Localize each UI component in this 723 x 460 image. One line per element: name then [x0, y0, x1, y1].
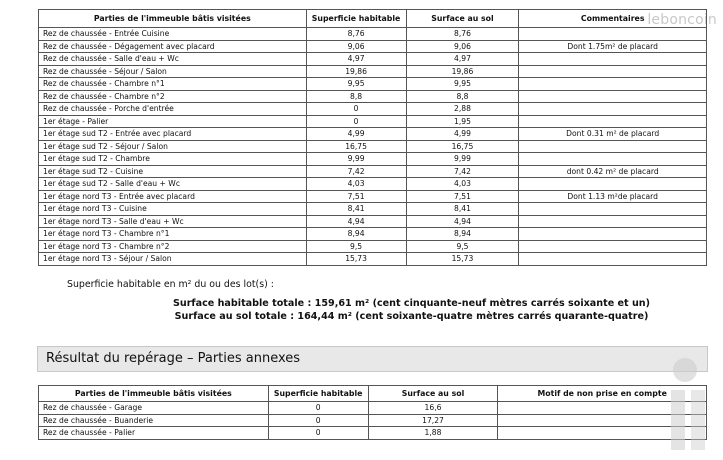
table-row	[39, 140, 707, 153]
cell-commentaire	[519, 28, 707, 41]
cell-partie: 1er étage sud T2 - Cuisine	[39, 165, 307, 178]
cell-partie: Rez de chaussée - Buanderie	[39, 414, 269, 427]
table-row	[39, 40, 707, 53]
cell-commentaire	[519, 253, 707, 266]
cell-commentaire	[519, 178, 707, 191]
col-header-parties: Parties de l'immeuble bâtis visitées	[39, 386, 269, 402]
cell-superficie: 4,97	[306, 53, 406, 66]
table-row	[39, 215, 707, 228]
cell-superficie: 4,03	[306, 178, 406, 191]
table-row	[39, 414, 707, 427]
cell-commentaire	[519, 203, 707, 216]
main-surface-table	[38, 9, 707, 266]
cell-commentaire	[519, 53, 707, 66]
cell-surface-sol: 4,94	[406, 215, 519, 228]
table-row	[39, 90, 707, 103]
col-header-superficie: Superficie habitable	[268, 386, 368, 402]
cell-partie: Rez de chaussée - Dégagement avec placard	[39, 40, 307, 53]
cell-surface-sol: 8,94	[406, 228, 519, 241]
watermark-logo-icon	[651, 350, 715, 460]
cell-commentaire	[519, 228, 707, 241]
cell-commentaire	[519, 103, 707, 116]
cell-partie: 1er étage sud T2 - Salle d'eau + Wc	[39, 178, 307, 191]
cell-superficie: 9,99	[306, 153, 406, 166]
cell-superficie: 8,94	[306, 228, 406, 241]
cell-surface-sol: 9,06	[406, 40, 519, 53]
cell-partie: Rez de chaussée - Séjour / Salon	[39, 65, 307, 78]
cell-superficie: 16,75	[306, 140, 406, 153]
annex-surface-table	[38, 385, 707, 440]
table-header-row	[39, 386, 707, 402]
cell-commentaire	[519, 65, 707, 78]
cell-partie: 1er étage - Palier	[39, 115, 307, 128]
table-row	[39, 53, 707, 66]
cell-superficie: 0	[306, 103, 406, 116]
table-row	[39, 203, 707, 216]
cell-surface-sol: 1,95	[406, 115, 519, 128]
cell-partie: 1er étage nord T3 - Salle d'eau + Wc	[39, 215, 307, 228]
cell-partie: Rez de chaussée - Salle d'eau + Wc	[39, 53, 307, 66]
col-header-parties: Parties de l'immeuble bâtis visitées	[39, 10, 307, 28]
cell-surface-sol: 2,88	[406, 103, 519, 116]
cell-surface-sol: 9,5	[406, 240, 519, 253]
table-row	[39, 78, 707, 91]
cell-superficie: 7,51	[306, 190, 406, 203]
col-header-superficie: Superficie habitable	[306, 10, 406, 28]
table-row	[39, 402, 707, 415]
cell-commentaire: dont 0.42 m² de placard	[519, 165, 707, 178]
cell-commentaire	[519, 153, 707, 166]
cell-superficie: 15,73	[306, 253, 406, 266]
cell-surface-sol: 1,88	[368, 427, 498, 440]
cell-superficie: 19,86	[306, 65, 406, 78]
cell-partie: 1er étage sud T2 - Chambre	[39, 153, 307, 166]
total-habitable: Surface habitable totale : 159,61 m² (cent cinquante-neuf mètres carrés soixante et un)	[172, 298, 651, 309]
col-header-motif: Motif de non prise en compte	[498, 386, 707, 402]
cell-superficie: 8,8	[306, 90, 406, 103]
watermark-text: leboncoin	[647, 12, 717, 28]
cell-superficie: 9,06	[306, 40, 406, 53]
cell-partie: 1er étage nord T3 - Séjour / Salon	[39, 253, 307, 266]
cell-superficie: 0	[268, 402, 368, 415]
cell-commentaire	[519, 140, 707, 153]
cell-superficie: 7,42	[306, 165, 406, 178]
cell-surface-sol: 8,8	[406, 90, 519, 103]
cell-commentaire	[519, 115, 707, 128]
table-row	[39, 128, 707, 141]
cell-superficie: 8,41	[306, 203, 406, 216]
cell-commentaire	[519, 240, 707, 253]
cell-surface-sol: 19,86	[406, 65, 519, 78]
cell-surface-sol: 4,03	[406, 178, 519, 191]
table-row	[39, 28, 707, 41]
cell-surface-sol: 9,95	[406, 78, 519, 91]
cell-surface-sol: 16,6	[368, 402, 498, 415]
cell-superficie: 0	[268, 427, 368, 440]
cell-superficie: 4,99	[306, 128, 406, 141]
section-title: Résultat du repérage – Parties annexes	[37, 346, 708, 372]
table-row	[39, 165, 707, 178]
table-row	[39, 253, 707, 266]
cell-partie: 1er étage sud T2 - Séjour / Salon	[39, 140, 307, 153]
cell-partie: Rez de chaussée - Chambre n°2	[39, 90, 307, 103]
total-sol: Surface au sol totale : 164,44 m² (cent soixante-quatre mètres carrés quarante-quatre)	[174, 311, 649, 322]
table-row	[39, 153, 707, 166]
cell-partie: Rez de chaussée - Entrée Cuisine	[39, 28, 307, 41]
cell-partie: 1er étage nord T3 - Entrée avec placard	[39, 190, 307, 203]
cell-superficie: 9,5	[306, 240, 406, 253]
cell-commentaire: Dont 1.13 m²de placard	[519, 190, 707, 203]
cell-commentaire: Dont 0.31 m² de placard	[519, 128, 707, 141]
cell-commentaire	[519, 78, 707, 91]
summary-label: Superficie habitable en m² du ou des lot(s) :	[67, 279, 274, 290]
table-row	[39, 427, 707, 440]
cell-surface-sol: 8,76	[406, 28, 519, 41]
col-header-surface-sol: Surface au sol	[406, 10, 519, 28]
cell-surface-sol: 8,41	[406, 203, 519, 216]
col-header-surface-sol: Surface au sol	[368, 386, 498, 402]
cell-partie: 1er étage nord T3 - Chambre n°1	[39, 228, 307, 241]
table-row	[39, 115, 707, 128]
cell-superficie: 9,95	[306, 78, 406, 91]
cell-partie: 1er étage sud T2 - Entrée avec placard	[39, 128, 307, 141]
col-header-commentaires: Commentaires	[519, 10, 707, 28]
table-row	[39, 178, 707, 191]
cell-surface-sol: 7,51	[406, 190, 519, 203]
table-row	[39, 103, 707, 116]
cell-surface-sol: 9,99	[406, 153, 519, 166]
cell-partie: Rez de chaussée - Garage	[39, 402, 269, 415]
cell-superficie: 0	[268, 414, 368, 427]
table-row	[39, 65, 707, 78]
cell-superficie: 8,76	[306, 28, 406, 41]
cell-surface-sol: 4,97	[406, 53, 519, 66]
cell-partie: 1er étage nord T3 - Cuisine	[39, 203, 307, 216]
cell-superficie: 4,94	[306, 215, 406, 228]
cell-partie: 1er étage nord T3 - Chambre n°2	[39, 240, 307, 253]
cell-partie: Rez de chaussée - Palier	[39, 427, 269, 440]
table-row	[39, 190, 707, 203]
cell-partie: Rez de chaussée - Chambre n°1	[39, 78, 307, 91]
cell-surface-sol: 17,27	[368, 414, 498, 427]
cell-superficie: 0	[306, 115, 406, 128]
cell-surface-sol: 16,75	[406, 140, 519, 153]
cell-surface-sol: 7,42	[406, 165, 519, 178]
cell-commentaire	[519, 90, 707, 103]
cell-commentaire	[519, 215, 707, 228]
cell-partie: Rez de chaussée - Porche d'entrée	[39, 103, 307, 116]
cell-commentaire: Dont 1.75m² de placard	[519, 40, 707, 53]
table-row	[39, 240, 707, 253]
table-row	[39, 228, 707, 241]
cell-surface-sol: 4,99	[406, 128, 519, 141]
table-header-row	[39, 10, 707, 28]
cell-surface-sol: 15,73	[406, 253, 519, 266]
